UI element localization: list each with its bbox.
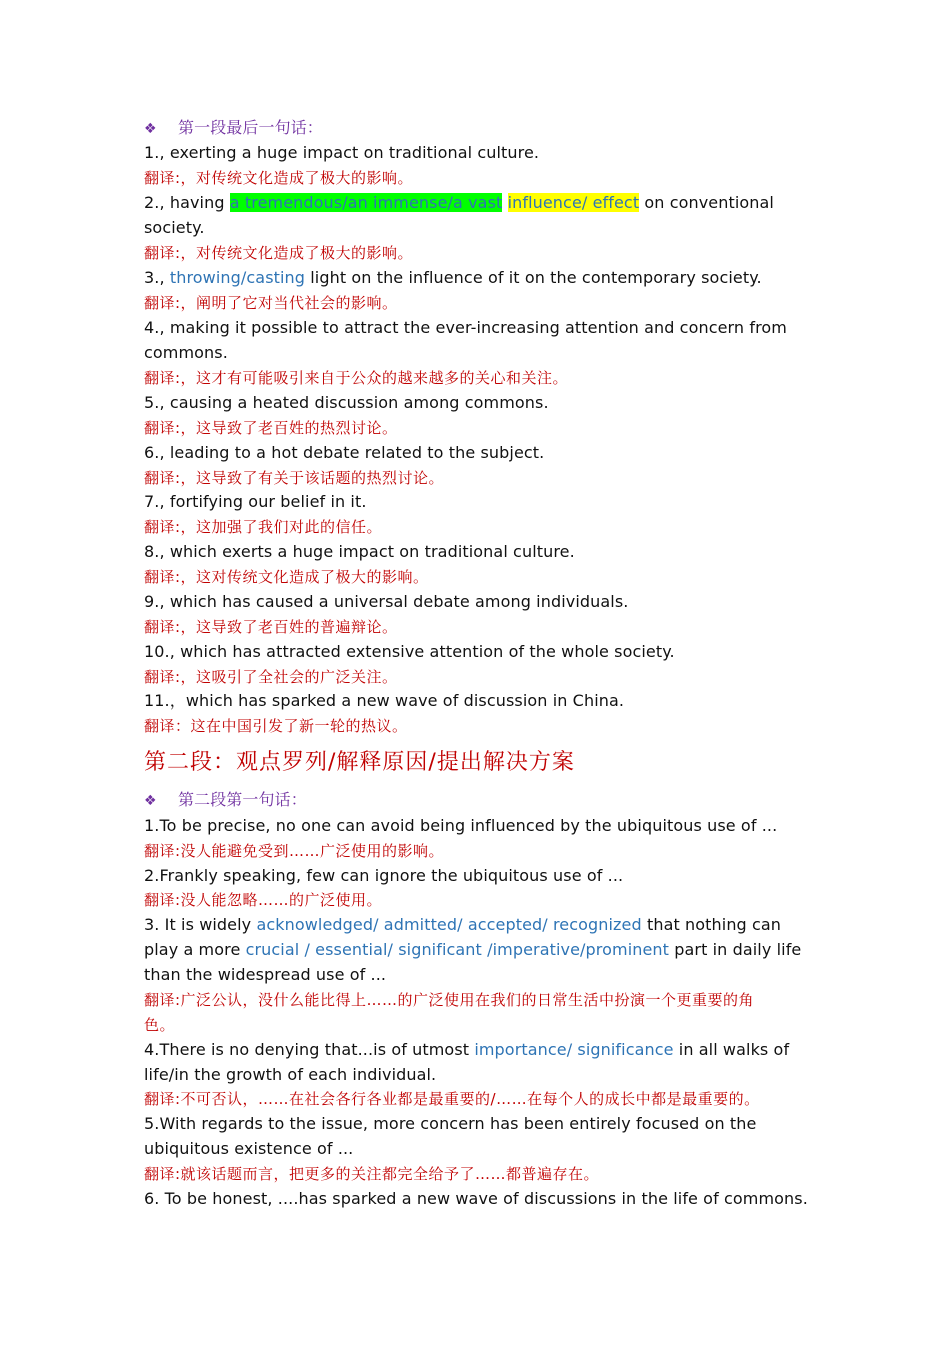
s1-item-2-text: 2., having <box>144 193 230 212</box>
section1-subheading-line <box>144 118 323 139</box>
s2-item-3-text: 3. It is widely <box>144 915 257 934</box>
space <box>502 193 507 212</box>
s1-item-8-en: 8., which exerts a huge impact on traditional culture. <box>144 542 575 561</box>
s1-item-3-text-end: light on the influence of it on the contemporary society. <box>305 268 762 287</box>
s2-item-3-zh-2: 色。 <box>144 1016 176 1034</box>
diamond-bullet-icon: ❖ <box>144 121 157 137</box>
s2-item-2-zh: 翻译:没人能忽略……的广泛使用。 <box>144 891 383 909</box>
s1-item-1-zh: 翻译:，对传统文化造成了极大的影响。 <box>144 169 414 187</box>
s2-item-2-en: 2.Frankly speaking, few can ignore the ubiquitous use of ... <box>144 866 624 885</box>
section2-subheading: 第二段第一句话： <box>178 790 307 809</box>
s2-item-1-en: 1.To be precise, no one can avoid being influenced by the ubiquitous use of ... <box>144 816 778 835</box>
s2-item-3-text-2: play a more <box>144 940 246 959</box>
blue-phrase: importance/ significance <box>474 1040 674 1059</box>
s2-item-6-en: 6. To be honest, ....has sparked a new wave of discussions in the life of commons. <box>144 1189 808 1208</box>
s2-item-5-zh: 翻译:就该话题而言，把更多的关注都完全给予了……都普遍存在。 <box>144 1165 600 1183</box>
s2-item-5-en: 5.With regards to the issue, more concern has been entirely focused on the <box>144 1114 757 1133</box>
s1-item-1-en: 1., exerting a huge impact on traditional culture. <box>144 143 540 162</box>
s1-item-3-zh: 翻译:，阐明了它对当代社会的影响。 <box>144 294 398 312</box>
highlight-green: a tremendous/an immense/a vast <box>229 193 503 212</box>
s1-item-10-en: 10., which has attracted extensive attention of the whole society. <box>144 642 675 661</box>
s1-item-9-en: 9., which has caused a universal debate among individuals. <box>144 592 629 611</box>
s1-item-6-zh: 翻译:，这导致了有关于该话题的热烈讨论。 <box>144 469 445 487</box>
s1-item-4-zh: 翻译:，这才有可能吸引来自于公众的越来越多的关心和关注。 <box>144 369 569 387</box>
s2-item-5-en-cont: ubiquitous existence of ... <box>144 1139 354 1158</box>
s1-item-2-en <box>144 193 774 213</box>
s1-item-7-en: 7., fortifying our belief in it. <box>144 492 367 511</box>
s2-item-3-en-1 <box>144 915 781 935</box>
s1-item-4-en: 4., making it possible to attract the ever-increasing attention and concern from <box>144 318 787 337</box>
s2-item-3-en-2 <box>144 940 801 960</box>
s1-item-5-en: 5., causing a heated discussion among commons. <box>144 393 549 412</box>
highlight-yellow: influence/ effect <box>507 193 640 212</box>
s1-item-11-en: 11.，which has sparked a new wave of discussion in China. <box>144 691 625 710</box>
section1-subheading: 第一段最后一句话： <box>178 118 323 137</box>
s1-item-4-en-cont: commons. <box>144 343 228 362</box>
section2-heading: 第二段：观点罗列/解释原因/提出解决方案 <box>144 750 575 775</box>
s2-item-4-en-1 <box>144 1040 789 1060</box>
blue-phrase: acknowledged/ admitted/ accepted/ recognized <box>256 915 642 934</box>
blue-phrase: throwing/casting <box>169 268 306 287</box>
diamond-bullet-icon: ❖ <box>144 793 157 809</box>
s2-item-4-text: 4.There is no denying that...is of utmost <box>144 1040 475 1059</box>
blue-phrase: crucial / essential/ significant /imperative/prominent <box>245 940 670 959</box>
s1-item-2-text-end: on conventional <box>639 193 774 212</box>
s2-item-4-text-end: in all walks of <box>673 1040 790 1059</box>
s1-item-6-en: 6., leading to a hot debate related to the subject. <box>144 443 545 462</box>
s1-item-10-zh: 翻译:，这吸引了全社会的广泛关注。 <box>144 668 398 686</box>
s2-item-3-en-3: than the widespread use of ... <box>144 965 387 984</box>
s2-item-4-en-2: life/in the growth of each individual. <box>144 1065 437 1084</box>
s2-item-3-text-end: that nothing can <box>641 915 782 934</box>
s1-item-8-zh: 翻译:，这对传统文化造成了极大的影响。 <box>144 568 429 586</box>
s1-item-5-zh: 翻译:，这导致了老百姓的热烈讨论。 <box>144 419 398 437</box>
s1-item-3-en <box>144 268 762 288</box>
s1-item-3-text: 3., <box>144 268 170 287</box>
s1-item-9-zh: 翻译:，这导致了老百姓的普遍辩论。 <box>144 618 398 636</box>
s2-item-3-zh-1: 翻译:广泛公认，没什么能比得上……的广泛使用在我们的日常生活中扮演一个更重要的角 <box>144 991 755 1009</box>
s1-item-2-zh: 翻译:，对传统文化造成了极大的影响。 <box>144 244 414 262</box>
section2-subheading-line <box>144 790 307 811</box>
s1-item-11-zh: 翻译：这在中国引发了新一轮的热议。 <box>144 717 408 735</box>
s1-item-7-zh: 翻译:，这加强了我们对此的信任。 <box>144 518 383 536</box>
s1-item-2-en-cont: society. <box>144 218 205 237</box>
s2-item-3-text-2-end: part in daily life <box>669 940 802 959</box>
s2-item-1-zh: 翻译:没人能避免受到……广泛使用的影响。 <box>144 842 445 860</box>
s2-item-4-zh: 翻译:不可否认，……在社会各行各业都是最重要的/……在每个人的成长中都是最重要的。 <box>144 1090 760 1108</box>
